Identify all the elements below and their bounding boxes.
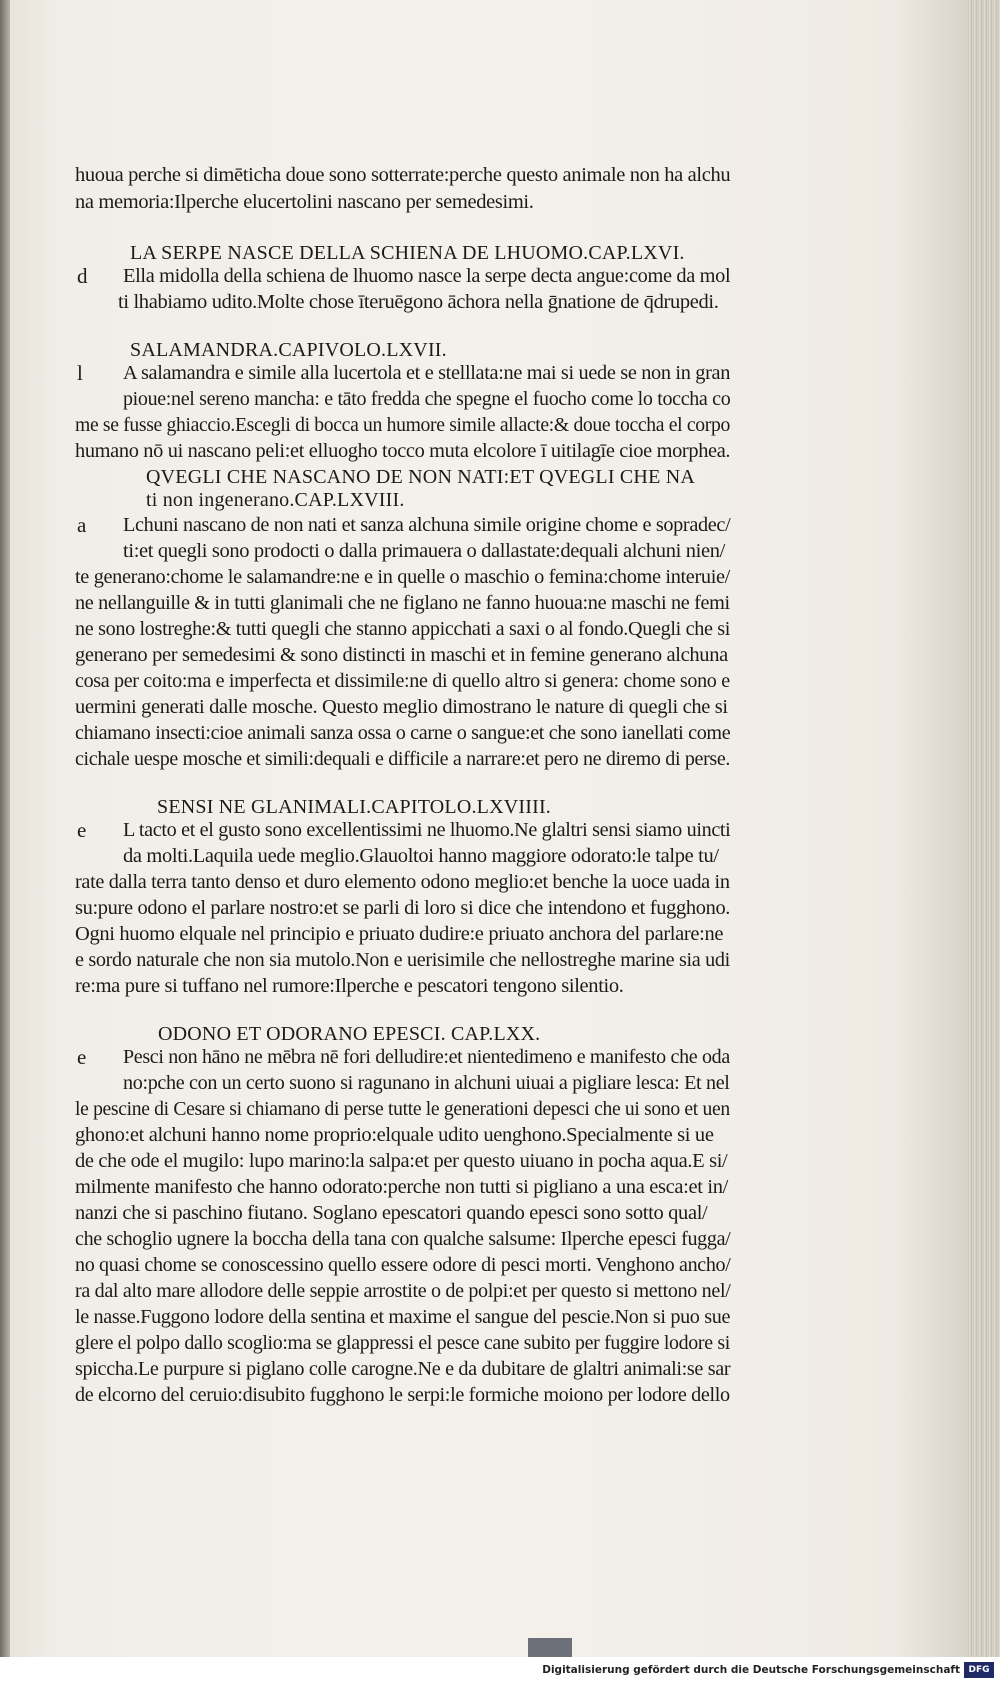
text-line: e sordo naturale che non sia mutolo.Non e uerisimile che nellostreghe marine sia udi: [75, 949, 730, 971]
text-line: nanzi che si paschino fiutano. Soglano epescatori quando epesci sono sotto qual/: [75, 1202, 708, 1224]
text-line: ghono:et alchuni hanno nome proprio:elquale udito uenghono.Specialmente si ue: [75, 1124, 714, 1146]
text-line: no:pche con un certo suono si ragunano in alchuni uiuai a pigliare lesca: Et nel: [123, 1072, 730, 1094]
guide-letter: e: [77, 818, 87, 842]
bookmark-ribbon: [528, 1638, 572, 1657]
guide-letter: e: [77, 1045, 87, 1069]
text-line: de elcorno del ceruio:disubito fugghono le serpi:le formiche moiono per lodore dello: [75, 1384, 730, 1406]
text-line: cichale uespe mosche et simili:dequali e difficile a narrare:et pero ne diremo di perse.: [75, 748, 731, 770]
text-line: me se fusse ghiaccio.Escegli di bocca un humore simile allacte:& doue toccha el corpo: [75, 414, 730, 436]
text-line: Lchuni nascano de non nati et sanza alchuna simile origine chome e sopradec/: [123, 514, 731, 536]
text-line: humano nō ui nascano peli:et elluogho tocco muta elcolore ī uitilagīe cioe morphea.: [75, 440, 731, 462]
text-line: ne nellanguille & in tutti glanimali che ne figlano ne fanno huoua:ne maschi ne femi: [75, 592, 730, 614]
text-line: Ogni huomo elquale nel principio e priuato dudire:e priuato anchora del parlare:ne: [75, 923, 724, 945]
text-line: milmente manifesto che hanno odorato:perche non tutti si pigliano a una esca:et in/: [75, 1176, 728, 1198]
page-text: [10, 0, 968, 1657]
text-line: le nasse.Fuggono lodore della sentina et maxime el sangue del pescie.Non si puo sue: [75, 1306, 731, 1328]
footer-bar: [0, 1657, 1000, 1685]
book-page: [10, 0, 968, 1657]
text-line: cosa per coito:ma e imperfecta et dissimile:ne di quello altro si genera: chome sono e: [75, 670, 730, 692]
text-line: ne sono lostreghe:& tutti quegli che stanno appicchati a saxi o al fondo.Quegli che si: [75, 618, 731, 640]
text-line: uermini generati dalle mosche. Questo meglio dimostrano le nature di quegli che si: [75, 696, 728, 718]
text-line: re:ma pure si tuffano nel rumore:Ilperche e pescatori tengono silentio.: [75, 975, 624, 997]
chapter-heading-continued: ti non ingenerano.CAP.LXVIII.: [146, 489, 405, 511]
text-line: A salamandra e simile alla lucertola et e stelllata:ne mai si uede se non in gran: [123, 362, 731, 384]
chapter-heading: SALAMANDRA.CAPIVOLO.LXVII.: [130, 339, 447, 361]
funding-credit: Digitalisierung gefördert durch die Deutsche Forschungsgemeinschaft: [542, 1664, 960, 1676]
text-line: da molti.Laquila uede meglio.Glauoltoi hanno maggiore odorato:le talpe tu/: [123, 845, 719, 867]
text-line: pioue:nel sereno mancha: e tāto fredda che spegne el fuocho come lo toccha co: [123, 388, 731, 410]
text-line: ti lhabiamo udito.Molte chose īteruēgono āchora nella ḡnatione de q̄drupedi.: [118, 291, 719, 313]
text-line: Ella midolla della schiena de lhuomo nasce la serpe decta angue:come da mol: [123, 265, 731, 287]
text-line: huoua perche si dimēticha doue sono sotterrate:perche questo animale non ha alchu: [75, 164, 731, 186]
text-line: su:pure odono el parlare nostro:et se parli di loro si dice che intendono et fugghono.: [75, 897, 731, 919]
text-line: glere el polpo dallo scoglio:ma se glappressi el pesce cane subito per fuggire lodore si: [75, 1332, 730, 1354]
text-line: no quasi chome se conoscessino quello essere odore di pesci morti. Venghono ancho/: [75, 1254, 731, 1276]
chapter-heading: SENSI NE GLANIMALI.CAPITOLO.LXVIIII.: [157, 796, 552, 818]
text-line: generano per semedesimi & sono distincti in maschi et in femine generano alchuna: [75, 644, 728, 666]
text-line: ti:et quegli sono prodocti o dalla primauera o dallastate:dequali alchuni nien/: [123, 540, 725, 562]
text-line: ra dal alto mare allodore delle seppie arrostite o de polpi:et per questo si mettono nel/: [75, 1280, 731, 1302]
binding-edge: [0, 0, 10, 1657]
text-line: rate dalla terra tanto denso et duro elemento odono meglio:et benche la uoce uada in: [75, 871, 730, 893]
text-line: che schoglio ugnere la boccha della tana con qualche salsume: Ilperche epesci fugga/: [75, 1228, 731, 1250]
chapter-heading: LA SERPE NASCE DELLA SCHIENA DE LHUOMO.CAP.LXVI.: [130, 242, 685, 264]
text-line: na memoria:Ilperche elucertolini nascano per semedesimi.: [75, 191, 534, 213]
text-line: chiamano insecti:cioe animali sanza ossa o carne o sangue:et che sono ianellati come: [75, 722, 731, 744]
guide-letter: l: [77, 361, 83, 385]
guide-letter: a: [77, 513, 87, 537]
text-line: L tacto et el gusto sono excellentissimi ne lhuomo.Ne glaltri sensi siamo uincti: [123, 819, 731, 841]
page-edges: [968, 0, 1000, 1657]
chapter-heading: ODONO ET ODORANO EPESCI. CAP.LXX.: [158, 1023, 541, 1045]
text-line: de che ode el mugilo: lupo marino:la salpa:et per questo uiuano in pocha aqua.E si/: [75, 1150, 728, 1172]
text-line: te generano:chome le salamandre:ne e in quelle o maschio o femina:chome interuie/: [75, 566, 730, 588]
text-line: spiccha.Le purpure si piglano colle carogne.Ne e da dubitare de glaltri animali:se sar: [75, 1358, 731, 1380]
guide-letter: d: [77, 264, 88, 288]
text-line: Pesci non hāno ne mēbra nē fori delludire:et nientedimeno e manifesto che oda: [123, 1046, 730, 1068]
chapter-heading: QVEGLI CHE NASCANO DE NON NATI:ET QVEGLI CHE NA: [146, 466, 695, 488]
text-line: le pescine di Cesare si chiamano di perse tutte le generationi depesci che ui sono et uen: [75, 1098, 730, 1120]
dfg-logo: DFG: [964, 1662, 994, 1678]
